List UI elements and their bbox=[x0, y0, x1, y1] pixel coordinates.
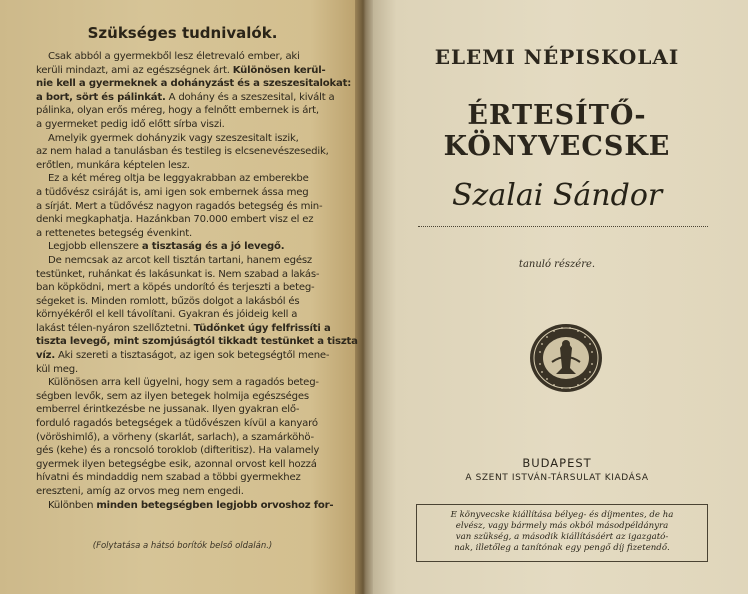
body-line: forduló ragadós betegségek a tüdővészen kívül a kanyaró bbox=[36, 418, 318, 430]
seal-emblem-icon bbox=[528, 322, 604, 394]
notice-line: elvész, vagy bármely más okból másodpéldányra bbox=[455, 521, 669, 531]
body-line: Csak abból a gyermekből lesz életrevaló ember, aki bbox=[48, 51, 300, 62]
body-line: gés (kehe) és a roncsoló toroklob (difteritisz). Ha valamely bbox=[36, 445, 320, 457]
body-line: denki megkaphatja. Hazánkban 70.000 embert visz el ez bbox=[36, 214, 314, 226]
name-dotted-line bbox=[418, 226, 708, 227]
notice-line: van szükség, a második kiállításáért az igazgató- bbox=[455, 532, 669, 542]
body-line: ségben levők, sem az ilyen betegek holmija egészséges bbox=[36, 390, 309, 402]
body-line: kerüli mindazt, ami az egészségnek árt. Különösen kerül- bbox=[36, 64, 326, 76]
publication-city: BUDAPEST bbox=[522, 456, 592, 470]
body-line: a sírját. Mert a tüdővész nagyon ragadós betegség és min- bbox=[36, 200, 323, 212]
body-line: környékéről el kell távolítani. Gyakran és jóideig kell a bbox=[36, 309, 298, 321]
booklet-title-line1: ELEMI NÉPISKOLAI bbox=[434, 45, 680, 69]
fee-notice-box bbox=[416, 504, 708, 562]
body-line: a tüdővész csiráját is, ami igen sok embernek ássa meg bbox=[36, 186, 309, 198]
body-line: a bort, sört és pálinkát. A dohány és a szeszesital, kivált a bbox=[36, 91, 335, 103]
body-line: Legjobb ellenszere a tisztaság és a jó levegő. bbox=[48, 241, 285, 253]
body-line: lakást télen-nyáron szellőztetni. Tüdőnket úgy felfrissíti a bbox=[36, 322, 331, 334]
notice-line: E könyvecske kiállítása bélyeg- és díjmentes, de ha bbox=[450, 510, 674, 520]
body-line: az nem halad a tanulásban és testileg is elcsenevészesedik, bbox=[36, 146, 329, 158]
body-line: víz. Aki szereti a tisztaságot, az igen sok betegségtől mene- bbox=[36, 350, 330, 362]
booklet-title-line2: ÉRTESÍTŐ-KÖNYVECSKE bbox=[443, 100, 671, 162]
body-line: testünket, ruhánkat és lakásunkat is. Nem szabad a lakás- bbox=[36, 268, 320, 280]
student-name-handwritten: Szalai Sándor bbox=[452, 178, 663, 213]
left-page-footnote: (Folytatása a hátsó borítók belső oldalán.) bbox=[92, 541, 273, 551]
body-line: ereszteni, amíg az orvos meg nem engedi. bbox=[36, 486, 244, 497]
owner-caption: tanuló részére. bbox=[518, 259, 596, 270]
body-line: De nemcsak az arcot kell tisztán tartani, hanem egész bbox=[48, 254, 313, 266]
body-line: a rettenetes betegség évenkint. bbox=[36, 227, 192, 239]
notice-line: nak, illetőleg a tanítónak egy pengő díj fizetendő. bbox=[454, 543, 670, 553]
body-line: gyermek ilyen betegségbe esik, azonnal orvost kell hozzá bbox=[36, 458, 317, 470]
body-line: erőtlen, munkára képtelen lesz. bbox=[36, 159, 190, 171]
body-line: nie kell a gyermeknek a dohányzást és a szeszesitalokat: bbox=[36, 78, 352, 90]
body-line: Ez a két méreg oltja be leggyakrabban az emberekbe bbox=[48, 173, 309, 185]
body-line: emberrel érintkezésbe ne jussanak. Ilyen gyakran elő- bbox=[36, 404, 300, 416]
body-line: (vöröshimlő), a vörheny (skarlát, sarlach), a szamárköhö- bbox=[36, 431, 314, 443]
body-line: tiszta levegő, mint szomjúságtól tikkadt testünket a tiszta bbox=[36, 336, 358, 348]
publisher-line: A SZENT ISTVÁN-TÁRSULAT KIADÁSA bbox=[465, 473, 649, 483]
body-line: kül meg. bbox=[36, 363, 79, 375]
body-line: hívatni és mindaddig nem szabad a többi gyermekhez bbox=[36, 472, 301, 484]
book-spine bbox=[355, 0, 373, 594]
left-page-title: Szükséges tudnivalók. bbox=[87, 24, 278, 42]
body-line: ségeket is. Minden romlott, bűzös dolgot a lakásból és bbox=[36, 295, 300, 307]
left-page-body bbox=[36, 50, 358, 512]
body-line: pálinka, olyan erős méreg, hogy a felnőtt embernek is árt, bbox=[36, 105, 319, 117]
body-line: ban köpködni, mert a köpés undorító és terjeszti a beteg- bbox=[36, 282, 315, 294]
body-line: a gyermeket pedig idő előtt sírba viszi. bbox=[36, 118, 225, 130]
body-line: Különben minden betegségben legjobb orvoshoz for- bbox=[48, 499, 334, 511]
body-line: Különösen arra kell ügyelni, hogy sem a ragadós beteg- bbox=[48, 377, 319, 389]
body-line: Amelyik gyermek dohányzik vagy szeszesitalt iszik, bbox=[48, 132, 299, 144]
